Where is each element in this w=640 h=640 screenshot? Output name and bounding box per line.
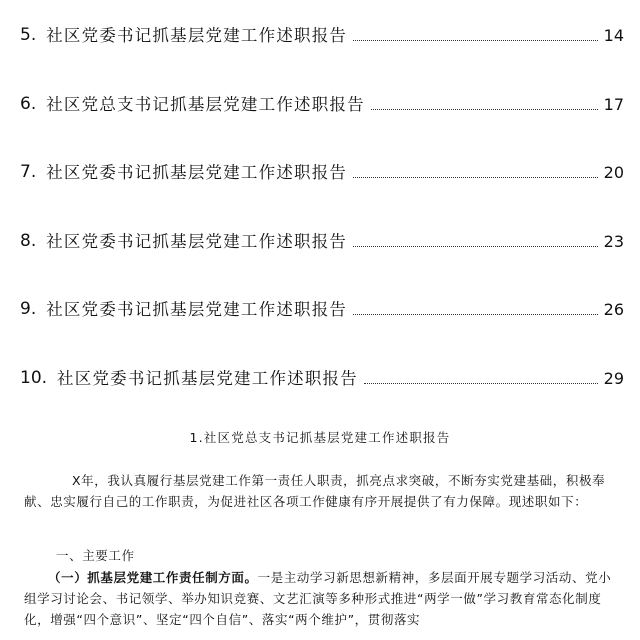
toc-entry-number: 8.	[20, 231, 37, 251]
toc-entry-page: 23	[603, 232, 624, 251]
toc-entry[interactable]	[20, 288, 624, 318]
toc-dot-leader	[353, 176, 598, 178]
toc-entry-number: 9.	[20, 299, 37, 319]
toc-dot-leader	[353, 313, 598, 315]
toc-entry-number: 5.	[20, 25, 37, 45]
toc-entry-title: 社区党总支书记抓基层党建工作述职报告	[46, 94, 365, 114]
intro-paragraph: X年，我认真履行基层党建工作第一责任人职责，抓亮点求突破，不断夯实党建基础，积极奉献、忠实履行自己的工作职责，为促进社区各项工作健康有序开展提供了有力保障。现述职如下：	[24, 473, 606, 509]
document-title: 1.社区党总支书记抓基层党建工作述职报告	[189, 430, 451, 445]
subsection-text: 一是主动学习新思想新精神，多层面开展专题学习活动、党小组学习讨论会、书记领学、举办知识竞赛、文艺汇演等多种形式推进“两学一做”学习教育常态化制度化，增强“四个意识”、坚定“四个自信”、落实“两个维护”，贯彻落实	[24, 570, 612, 627]
section-heading: 一、主要工作	[56, 548, 135, 563]
toc-dot-leader	[364, 382, 598, 384]
toc-entry-page: 29	[603, 369, 624, 388]
toc-entry-title: 社区党委书记抓基层党建工作述职报告	[46, 299, 348, 319]
toc-entry[interactable]	[20, 83, 624, 113]
toc-entry[interactable]	[20, 357, 624, 387]
toc-entry-title: 社区党委书记抓基层党建工作述职报告	[57, 368, 358, 388]
toc-entry-page: 17	[603, 95, 624, 114]
toc-entry[interactable]	[20, 220, 624, 250]
toc-dot-leader	[353, 245, 598, 247]
toc-dot-leader	[371, 108, 598, 110]
toc-entry[interactable]	[20, 14, 624, 44]
toc-entry-title: 社区党委书记抓基层党建工作述职报告	[46, 25, 348, 45]
toc-dot-leader	[353, 39, 598, 41]
toc-entry-title: 社区党委书记抓基层党建工作述职报告	[46, 231, 348, 251]
toc-entry-number: 10.	[20, 368, 48, 388]
toc-entry-number: 6.	[20, 94, 37, 114]
toc-entry-number: 7.	[20, 162, 37, 182]
toc-entry[interactable]	[20, 151, 624, 181]
subsection-paragraph	[24, 567, 624, 630]
toc-entry-title: 社区党委书记抓基层党建工作述职报告	[46, 162, 348, 182]
subsection-heading: （一）抓基层党建工作责任制方面。	[48, 570, 258, 585]
toc-entry-page: 14	[603, 26, 624, 45]
toc-entry-page: 26	[603, 300, 624, 319]
toc-entry-page: 20	[603, 163, 624, 182]
